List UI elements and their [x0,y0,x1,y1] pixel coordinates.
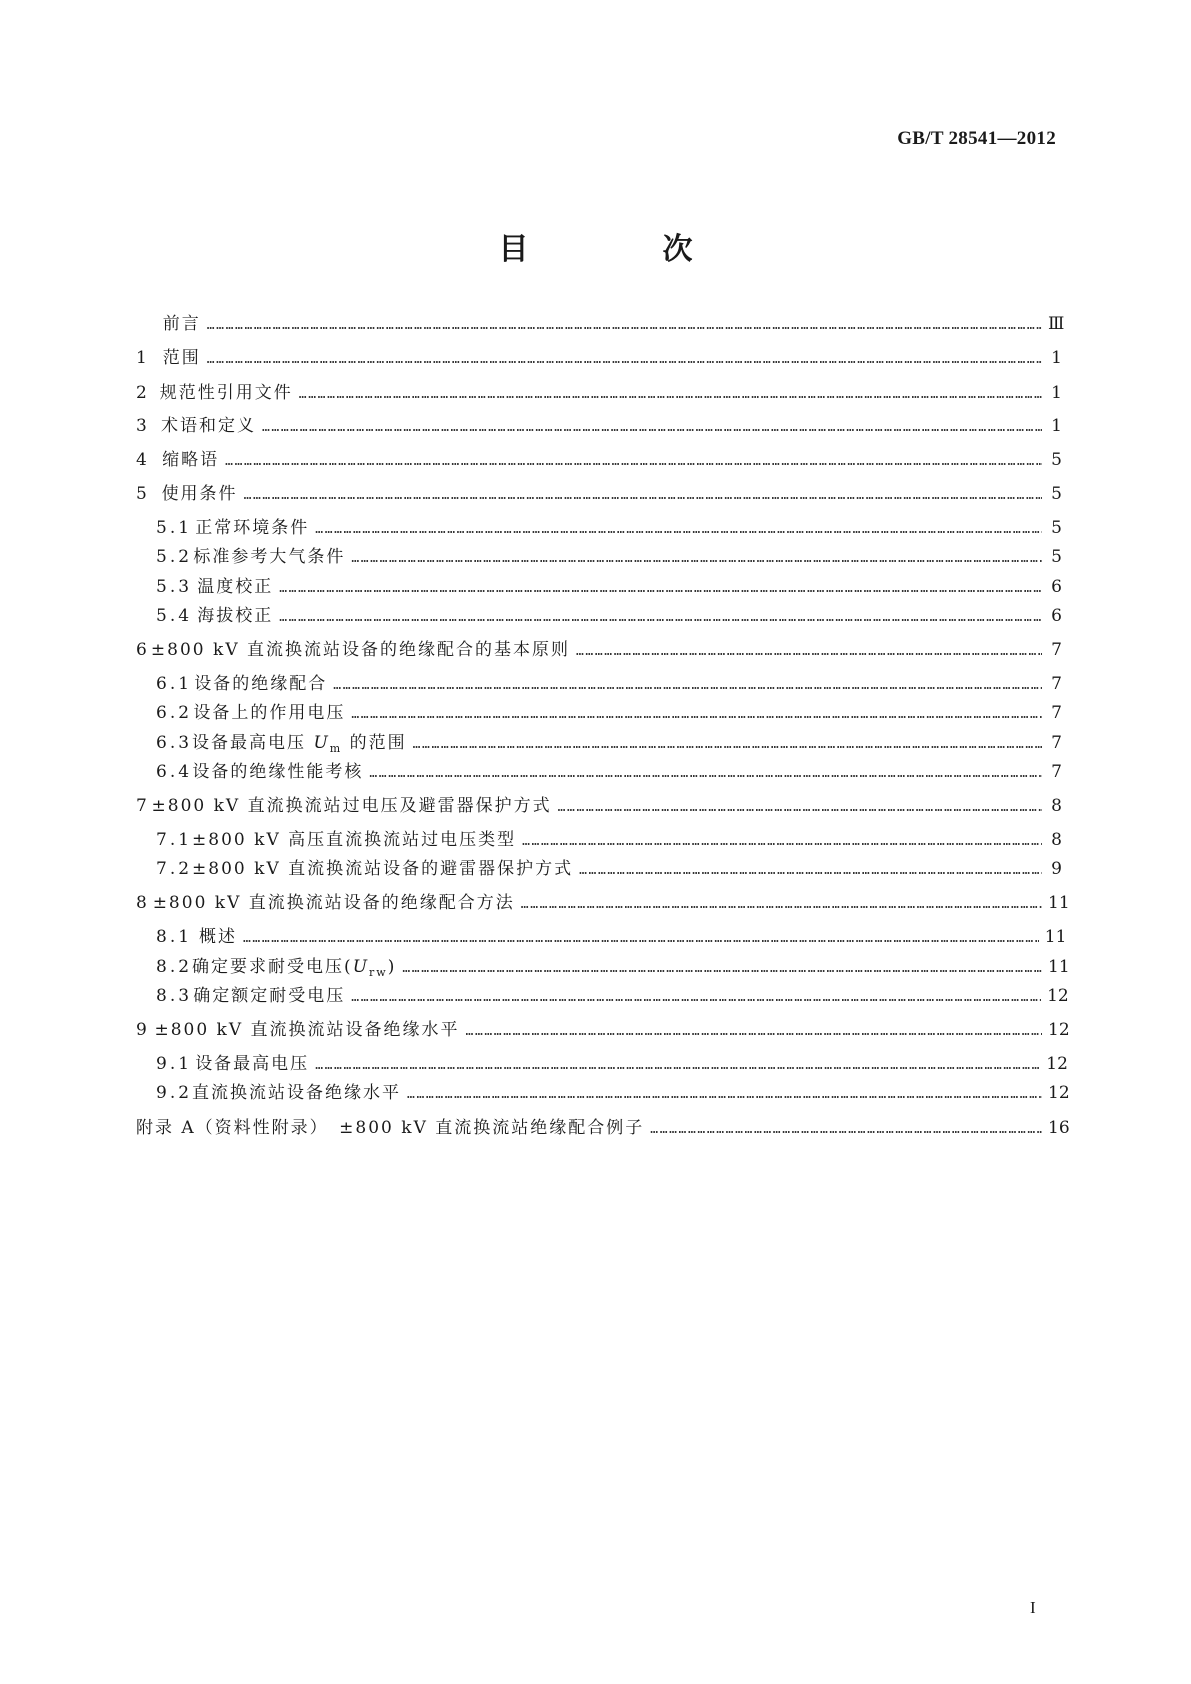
toc-entry-number: 6.2 [156,703,193,723]
toc-entry[interactable] [156,515,1062,541]
toc-entry-label: 标准参考大气条件 [193,547,346,567]
dot-leader [315,1053,1040,1079]
toc-entry-number: 9 [136,1020,150,1040]
toc-entry[interactable] [156,954,1070,980]
toc-entry-number: 7.2 [156,859,193,879]
toc-entry[interactable] [136,345,1062,371]
toc-entry[interactable] [136,637,1062,663]
toc-entry-page: 7 [1051,703,1062,723]
toc-entry-page: 5 [1051,484,1062,504]
dot-leader [207,347,1042,373]
toc-entry[interactable] [156,603,1062,629]
toc-entry[interactable] [156,1080,1070,1106]
standard-number: GB/T 28541—2012 [897,128,1056,149]
dot-leader [279,605,1042,631]
toc-entry-page: 8 [1051,830,1062,850]
toc-entry-label: 术语和定义 [160,416,256,436]
toc-entry-label: 规范性引用文件 [159,383,293,403]
toc-entry[interactable] [156,759,1062,785]
dot-leader [279,576,1042,602]
dot-leader [225,449,1042,475]
toc-entry[interactable] [136,1017,1070,1043]
toc-entry-page: 8 [1051,796,1062,816]
toc-entry-number: 9.2 [156,1083,193,1103]
toc-entry-number: 5.3 [156,577,193,597]
toc-entry[interactable] [156,827,1062,853]
dot-leader [244,483,1042,509]
dot-leader [402,956,1042,982]
dot-leader [351,702,1042,728]
toc-entry[interactable] [136,380,1062,406]
toc-entry-number: 9.1 [156,1054,193,1074]
toc-entry[interactable] [156,700,1062,726]
toc-entry-label: ±800 kV 直流换流站设备的绝缘配合的基本原则 [150,640,570,660]
toc-entry[interactable] [156,924,1067,950]
page-number: I [1030,1598,1036,1617]
toc-entry-page: 7 [1051,674,1062,694]
dot-leader [407,1082,1042,1108]
toc-entry-label: 温度校正 [197,577,274,597]
toc-entry-number: 8.2 [156,957,193,977]
toc-entry-number: 5 [136,484,150,504]
toc-entry-page: 7 [1051,762,1062,782]
toc-entry-number: 6.4 [156,762,193,782]
toc-entry-label: ±800 kV 高压直流换流站过电压类型 [192,830,517,850]
toc-entry-page: 5 [1051,547,1062,567]
toc-entry-label: 直流换流站设备绝缘水平 [192,1083,402,1103]
toc-entry-page: 5 [1051,450,1062,470]
toc-entry[interactable] [156,983,1069,1009]
toc-entry-page: 1 [1051,383,1062,403]
toc-entry-label: 概述 [199,927,237,947]
toc-entry-page: 12 [1046,1054,1068,1074]
toc-entry-label: ±800 kV 直流换流站设备的绝缘配合方法 [152,893,515,913]
toc-entry[interactable] [136,447,1062,473]
page-title: 目 次 [498,232,745,267]
toc-entry-label: 正常环境条件 [195,518,310,538]
toc-entry[interactable] [156,1051,1068,1077]
toc-entry-page: 11 [1048,893,1070,913]
toc-entry[interactable] [136,1115,1070,1141]
voltage-subscript: rw [369,966,388,979]
toc-entry-page: 12 [1047,986,1069,1006]
toc-entry-number: 5.1 [156,518,193,538]
dot-leader [333,673,1042,699]
toc-entry-label: 前言 [162,314,201,334]
dot-leader [351,546,1042,572]
voltage-subscript: m [329,742,343,755]
toc-entry-label: 设备的绝缘性能考核 [192,762,364,782]
toc-entry-number: 3 [136,416,150,436]
toc-entry-label: ±800 kV 直流换流站过电压及避雷器保护方式 [151,796,552,816]
toc-entry-label [192,730,413,762]
toc-entry-number: 8.3 [156,986,193,1006]
label-text: 确定要求耐受电压( [192,957,353,977]
toc-entry-label: 设备的绝缘配合 [194,674,328,694]
toc-entry-number: 1 [136,348,150,368]
toc-entry-page: 1 [1051,416,1062,436]
toc-entry-number: 4 [136,450,150,470]
dot-leader [315,517,1042,543]
toc-entry-number: 8 [136,893,150,913]
label-text: 的范围 [342,733,407,753]
toc-entry-label: 设备最高电压 [195,1054,310,1074]
toc-entry[interactable] [156,671,1062,697]
toc-entry[interactable] [156,574,1062,600]
toc-entry-number: 6.1 [156,674,193,694]
toc-entry-label: 缩略语 [162,450,220,470]
toc-entry-page: 9 [1051,859,1062,879]
toc-entry-label: 附录 A（资料性附录） ±800 kV 直流换流站绝缘配合例子 [136,1118,645,1138]
toc-entry-label: ±800 kV 直流换流站设备绝缘水平 [154,1020,460,1040]
dot-leader [576,639,1042,665]
toc-entry-page: 6 [1051,577,1062,597]
toc-entry-page: 11 [1044,927,1067,947]
dot-leader [466,1019,1042,1045]
toc-entry[interactable] [156,730,1062,756]
toc-entry-number: 6 [136,640,150,660]
dot-leader [262,415,1042,441]
toc-entry-number: 7.1 [156,830,193,850]
dot-leader [207,313,1042,339]
toc-entry-number: 5.2 [156,547,193,567]
dot-leader [351,985,1041,1011]
toc-entry-label: 确定额定耐受电压 [193,986,346,1006]
toc-entry[interactable] [156,544,1062,570]
dot-leader [650,1117,1042,1143]
toc-entry-page: 1 [1051,348,1062,368]
dot-leader [579,858,1042,884]
dot-leader [369,761,1042,787]
toc-entry[interactable] [136,311,1065,337]
toc-entry-label: 使用条件 [161,484,238,504]
toc-entry-number: 6.3 [156,733,193,753]
dot-leader [558,795,1042,821]
toc-entry-label: ±800 kV 直流换流站设备的避雷器保护方式 [192,859,574,879]
toc-entry-page: 11 [1048,957,1070,977]
dot-leader [521,892,1042,918]
toc-entry-page: 7 [1051,640,1062,660]
toc-entry[interactable] [136,793,1062,819]
dot-leader [243,926,1039,952]
toc-entry[interactable] [136,481,1062,507]
toc-entry-label: 海拔校正 [197,606,274,626]
dot-leader [299,382,1042,408]
dot-leader [413,732,1042,758]
toc-entry-page: 12 [1048,1020,1070,1040]
dot-leader [522,829,1042,855]
toc-entry-page: 5 [1051,518,1062,538]
toc-entry-page: 16 [1048,1118,1070,1138]
toc-entry[interactable] [136,890,1070,916]
toc-entry-page: 12 [1048,1083,1070,1103]
toc-entry-label: 范围 [162,348,201,368]
toc-entry-label [192,954,402,986]
toc-entry-label: 设备上的作用电压 [193,703,346,723]
toc-entry[interactable] [136,413,1062,439]
toc-entry-page: Ⅲ [1048,314,1065,334]
label-text: 设备最高电压 [192,733,314,753]
label-text: ) [387,957,397,977]
toc-entry-page: 7 [1051,733,1062,753]
voltage-symbol: U [352,957,370,977]
toc-entry-page: 6 [1051,606,1062,626]
toc-entry-number: 2 [136,383,150,403]
toc-entry-number: 8.1 [156,927,193,947]
toc-entry[interactable] [156,856,1062,882]
toc-entry-number: 7 [136,796,150,816]
toc-entry-number: 5.4 [156,606,193,626]
voltage-symbol: U [313,733,330,753]
